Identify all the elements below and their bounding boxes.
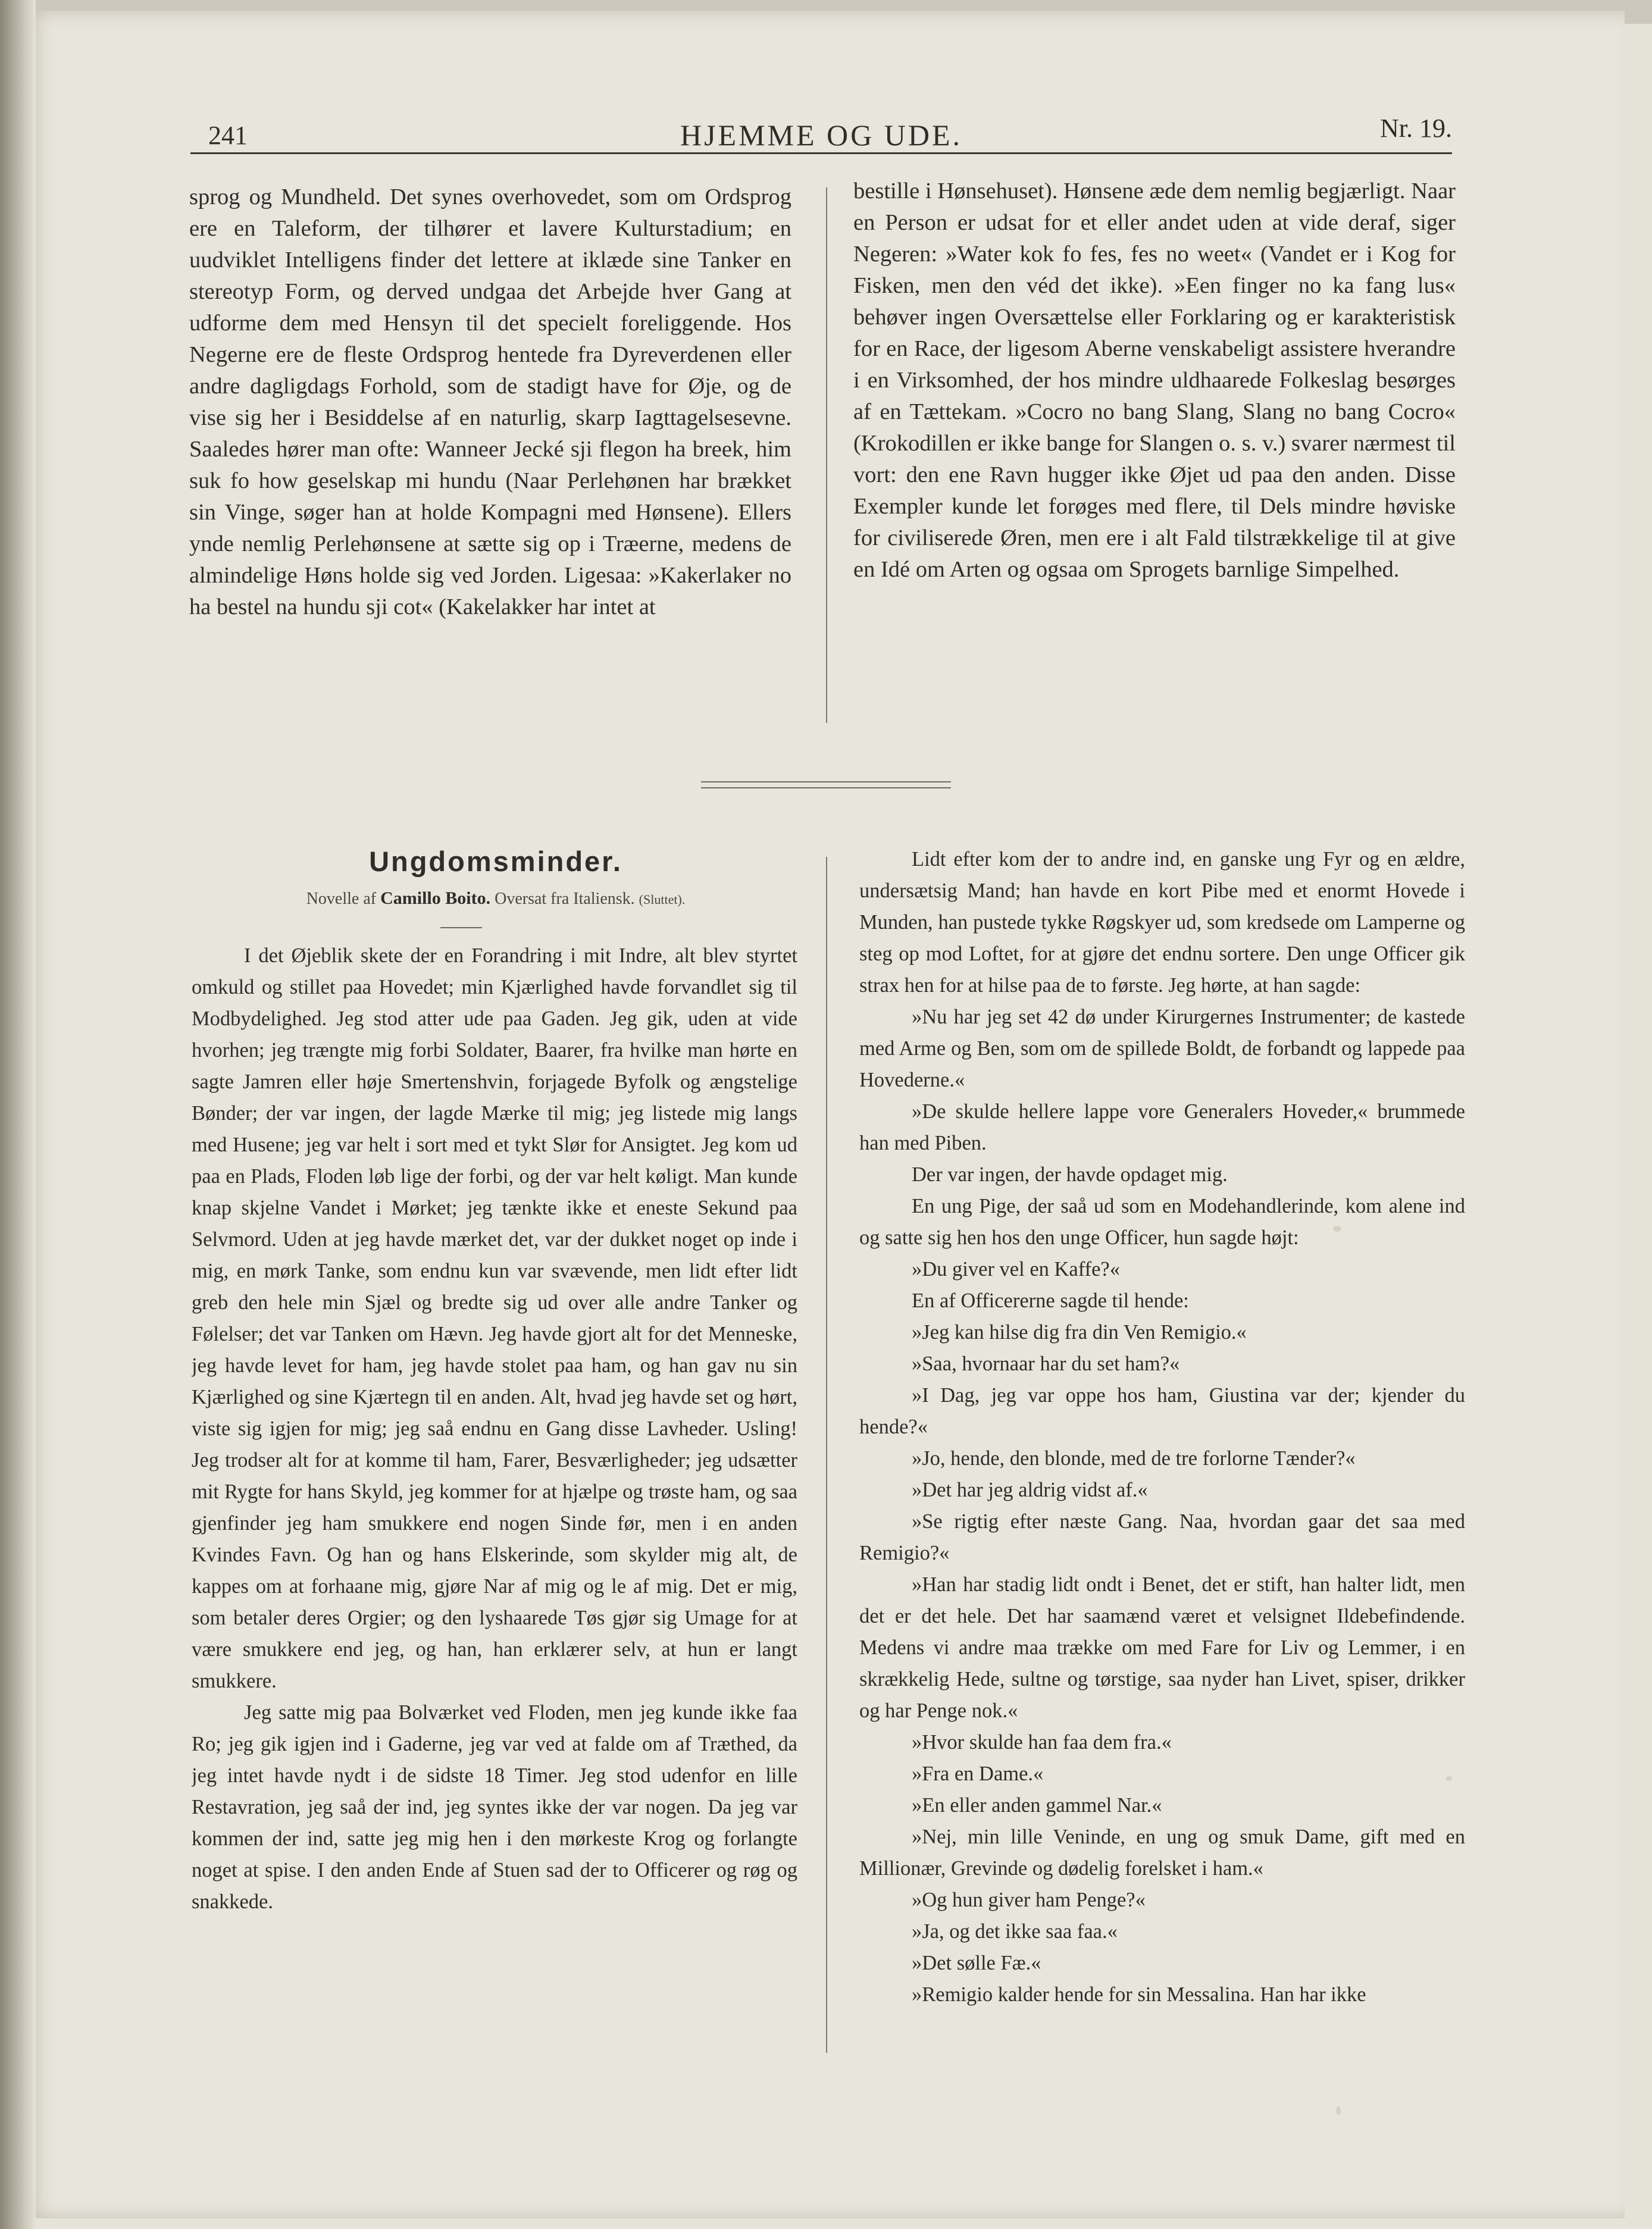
paper-spot bbox=[1336, 2106, 1341, 2115]
paragraph: »Saa, hvornaar har du set ham?« bbox=[912, 1353, 1180, 1375]
paragraph: »Og hun giver ham Penge?« bbox=[912, 1889, 1146, 1911]
section-divider bbox=[701, 781, 951, 788]
paragraph: »De skulde hellere lappe vore Generalers Hoveder,« brummede han med Piben. bbox=[859, 1100, 1465, 1154]
paragraph: bestille i Hønsehuset). Hønsene æde dem nemlig begjærligt. Naar en Person er udsat for et eller andet uden at vide deraf, siger Negeren: »Water kok fo fes, fes no weet« (Vandet er i Kog for Fisken, men den véd det ikke). »Een finger no ka fang lus« behøver ingen Oversættelse eller Forklaring og er karakteristisk for en Race, der ligesom Aberne venskabeligt assistere hverandre i en Virksomhed, der hos mindre uldhaarede Folkeslag besørges af en Tættekam. »Cocro no bang Slang, Slang no bang Cocro« (Krokodillen er ikke bange for Slangen o. s. v.) svarer nærmest til vort: den ene Ravn hugger ikke Øjet ud paa den anden. Disse Exempler kunde let forøges med flere, til Dels mindre høviske for civiliserede Øren, men ere i alt Fald tilstrækkelige til at give en Idé om Arten og ogsaa om Sprogets barnlige Simpelhed. bbox=[853, 179, 1456, 582]
paragraph: Der var ingen, der havde opdaget mig. bbox=[912, 1163, 1228, 1186]
article-title: Ungdomsminder. bbox=[369, 846, 622, 877]
paragraph: »Han har stadig lidt ondt i Benet, det er stift, han halter lidt, men det er det hele. Det har saamænd været et velsignet Ildebefindende. Medens vi andre maa trække om med Fare for Liv og Lemmer, i en skrækkelig Hede, sultne og tørstige, saa nyder han Livet, spiser, drikker og har Penge nok.« bbox=[859, 1573, 1465, 1722]
paragraph: »Ja, og det ikke saa faa.« bbox=[912, 1920, 1118, 1943]
issue-number: Nr. 19. bbox=[1380, 114, 1452, 143]
paragraph: Lidt efter kom der to andre ind, en ganske ung Fyr og en ældre, undersætsig Mand; han havde en kort Pibe med et enormt Hovede i Munden, han pustede tykke Røgskyer ud, som kredsede om Lamperne og steg op mod Loftet, for at gjøre det endnu sortere. Den unge Officer gik strax hen for at hilse paa de to første. Jeg hørte, at han sagde: bbox=[859, 848, 1465, 997]
bottom-left-column bbox=[192, 940, 797, 2053]
column-rule bbox=[826, 187, 827, 723]
title-rule bbox=[440, 927, 482, 928]
page-number: 241 bbox=[208, 121, 248, 150]
header-rule bbox=[190, 152, 1452, 154]
paragraph: »Det har jeg aldrig vidst af.« bbox=[912, 1479, 1148, 1501]
top-left-column bbox=[189, 181, 791, 732]
paragraph: Jeg satte mig paa Bolværket ved Floden, men jeg kunde ikke faa Ro; jeg gik igjen ind i Gaderne, jeg var ved at falde om af Træthed, da jeg intet havde nydt i de sidste 18 Timer. Jeg stod udenfor en lille Restavration, jeg saå der ind, jeg syntes ikke der var nogen. Da jeg var kommen der ind, satte jeg mig hen i den mørkeste Krog og forlangte noget at spise. I den anden Ende af Stuen sad der to Officerer og røg og snakkede. bbox=[192, 1701, 797, 1913]
top-right-column bbox=[853, 176, 1456, 729]
article-byline bbox=[189, 888, 802, 909]
paragraph: »En eller anden gammel Nar.« bbox=[912, 1794, 1162, 1817]
book-binding-edge bbox=[0, 0, 36, 2229]
magazine-title: HJEMME OG UDE. bbox=[680, 118, 963, 152]
paragraph: »Du giver vel en Kaffe?« bbox=[912, 1258, 1120, 1281]
paragraph: »Nu har jeg set 42 dø under Kirurgernes Instrumenter; de kastede med Arme og Ben, som om de spillede Boldt, de forbandt og lappede paa Hovederne.« bbox=[859, 1006, 1465, 1091]
paragraph: »Hvor skulde han faa dem fra.« bbox=[912, 1731, 1172, 1754]
article-status: (Sluttet). bbox=[639, 892, 686, 907]
paragraph: »Fra en Dame.« bbox=[912, 1762, 1044, 1785]
paragraph: En ung Pige, der saå ud som en Modehandlerinde, kom alene ind og satte sig hen hos den unge Officer, hun sagde højt: bbox=[859, 1195, 1465, 1249]
paragraph: I det Øjeblik skete der en Forandring i mit Indre, alt blev styrtet omkuld og stillet paa Hovedet; min Kjærlighed havde forvandlet sig til Modbydelighed. Jeg stod atter ude paa Gaden. Jeg gik, uden at vide hvorhen; jeg trængte mig forbi Soldater, Baarer, fra hvilke man hørte en sagte Jamren eller høje Smertenshvin, forjagede Byfolk og ængstelige Bønder; der var ingen, der lagde Mærke til mig; jeg listede mig langs med Husene; jeg var helt i sort med et tykt Slør for Ansigtet. Jeg kom ud paa en Plads, Floden løb lige der forbi, og der var helt køligt. Man kunde knap skjelne Vandet i Mørket; jeg tænkte ikke et eneste Sekund paa Selvmord. Uden at jeg havde mærket det, var der dukket noget op inde i mig, en mørk Tanke, som endnu kun var svævende, men lidt efter lidt greb den hele min Sjæl og bredte sig ud over alle andre Tanker og Følelser; det var Tanken om Hævn. Jeg havde gjort alt for det Menneske, jeg havde levet for ham, jeg havde stolet paa ham, og han gav nu sin Kjærlighed og sine Kjærtegn til en anden. Alt, hvad jeg havde set og hørt, viste sig igjen for mig; jeg saå endnu en Gang disse Lavheder. Usling! Jeg trodser alt for at komme til ham, Farer, Besværligheder; jeg udsætter mit Rygte for hans Skyld, jeg kommer for at hjælpe og trøste ham, og saa gjenfinder jeg ham smukkere end nogen Sinde før, men i en anden Kvindes Favn. Og han og hans Elskerinde, som skylder mig alt, de kappes om at forhaane mig, gjøre Nar af mig og le af mig. Det er mig, som betaler deres Orgier; og den lyshaarede Tøs gjør sig Umage for at være smukkere end jeg, og han, han erklærer selv, at hun er langt smukkere. bbox=[192, 944, 797, 1692]
translation-note: Oversat fra Italiensk. bbox=[495, 890, 635, 908]
author-name: Camillo Boito. bbox=[380, 888, 491, 908]
paragraph: »Det sølle Fæ.« bbox=[912, 1952, 1041, 1974]
paragraph: »Remigio kalder hende for sin Messalina. Han har ikke bbox=[912, 1983, 1366, 2006]
running-header bbox=[190, 113, 1452, 155]
paragraph: »Jo, hende, den blonde, med de tre forlorne Tænder?« bbox=[912, 1447, 1356, 1470]
byline-prefix: Novelle af bbox=[306, 890, 377, 908]
paragraph: En af Officererne sagde til hende: bbox=[912, 1289, 1189, 1312]
paragraph: »Nej, min lille Veninde, en ung og smuk Dame, gift med en Millionær, Grevinde og dødelig forelsket i ham.« bbox=[859, 1826, 1465, 1880]
paragraph: »Jeg kan hilse dig fra din Ven Remigio.« bbox=[912, 1321, 1247, 1344]
paragraph: »I Dag, jeg var oppe hos ham, Giustina var der; kjender du hende?« bbox=[859, 1384, 1465, 1438]
column-rule bbox=[826, 857, 827, 2053]
bottom-right-column bbox=[859, 844, 1465, 2053]
paragraph: »Se rigtig efter næste Gang. Naa, hvordan gaar det saa med Remigio?« bbox=[859, 1510, 1465, 1564]
paragraph: sprog og Mundheld. Det synes overhovedet, som om Ordsprog ere en Taleform, der tilhører et lavere Kulturstadium; en uudviklet Intelligens finder det lettere at iklæde sine Tanker en stereotyp Form, og derved undgaa det Arbejde hver Gang at udforme dem med Hensyn til det specielt foreliggende. Hos Negerne ere de fleste Ordsprog hentede fra Dyreverdenen eller andre dagligdags Forhold, som de stadigt have for Øje, og de vise sig her i Besiddelse af en naturlig, skarp Iagttagelsesevne. Saaledes hører man ofte: Wanneer Jecké sji flegon ha breek, him suk fo how geselskap mi hundu (Naar Perlehønen har brækket sin Vinge, søger han at holde Kompagni med Hønsene). Ellers ynde nemlig Perlehønsene at sætte sig op i Træerne, medens de almindelige Høns holde sig ved Jorden. Ligesaa: »Kakerlaker no ha bestel na hundu sji cot« (Kakelakker har intet at bbox=[189, 184, 791, 619]
